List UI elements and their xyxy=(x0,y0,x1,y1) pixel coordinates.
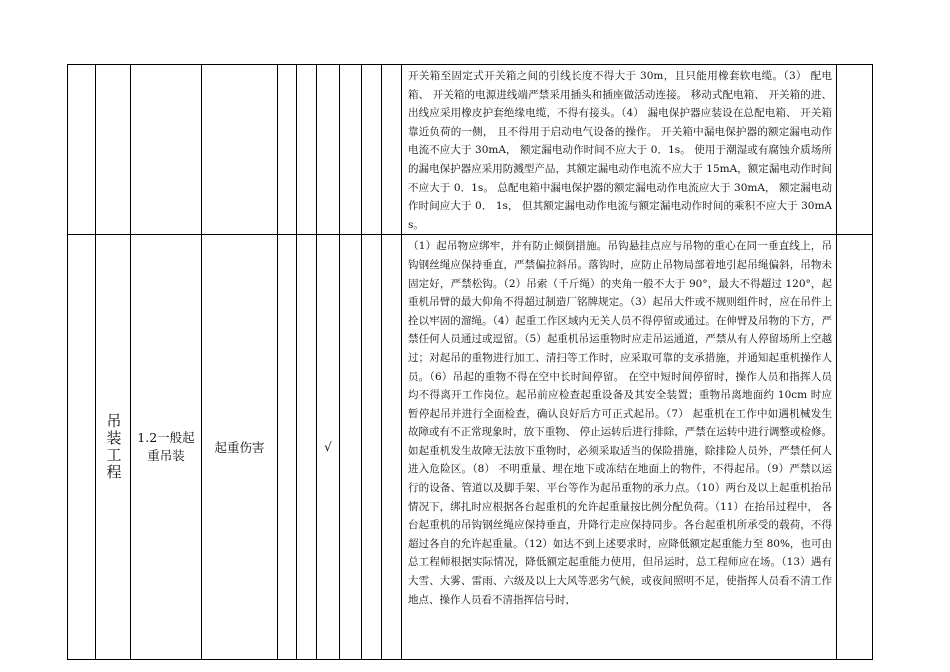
measures-text: 开关箱至固定式开关箱之间的引线长度不得大于 30m，且只能用橡套软电缆。（3） 配电箱、 开关箱的电源进线端严禁采用插头和插座做活动连接。 移动式配电箱、 开关箱的进、 出线应采用橡皮护套绝缘电缆，不得有接头。（4） 漏电保护器应装设在总配电箱、 开关箱靠近负荷的一侧， 且不得用于启动电气设备的操作。 开关箱中漏电保护器的额定漏电动作电流不应大于 30mA， 额定漏电动作时间不应大于 0．1s。 使用于潮湿或有腐蚀介质场所的漏电保护器应采用防溅型产品，其额定漏电动作电流不应大于 15mA，额定漏电动作时间不应大于 0．1s。 总配电箱中漏电保护器的额定漏电动作电流应大于 30mA， 额定漏电动作时间应大于 0． 1s， 但其额定漏电动作电流与额定漏电动作时间的乘积不应大于 30mA s。 xyxy=(408,70,832,231)
check-cell: √ xyxy=(317,235,340,660)
check-cell xyxy=(317,65,340,235)
remarks-cell xyxy=(837,235,873,660)
grade-cell xyxy=(278,235,297,660)
grade-cell xyxy=(340,65,362,235)
category-label: 吊装工程 xyxy=(104,413,123,482)
grade-cell xyxy=(278,65,297,235)
hazard-cell: 起重伤害 xyxy=(202,235,278,660)
remarks-cell xyxy=(837,65,873,235)
row-index-cell xyxy=(68,65,96,235)
grade-cell xyxy=(362,235,382,660)
item-label: 1.2一般起重吊装 xyxy=(137,430,195,464)
item-cell xyxy=(131,65,202,235)
grade-cell xyxy=(297,65,317,235)
measures-cell xyxy=(402,65,837,235)
safety-measures-table xyxy=(67,64,873,660)
grade-cell xyxy=(362,65,382,235)
measures-cell xyxy=(402,235,837,660)
grade-cell xyxy=(297,235,317,660)
grade-cell xyxy=(382,235,402,660)
item-cell xyxy=(131,235,202,660)
grade-cell xyxy=(382,65,402,235)
measures-text: （1）起吊物应绑牢，并有防止倾倒措施。吊钩悬挂点应与吊物的重心在同一垂直线上，吊钩钢丝绳应保持垂直，严禁偏拉斜吊。落钩时，应防止吊物局部着地引起吊绳偏斜，吊物未固定好，严禁松钩。（2）吊索（千斤绳）的夹角一般不大于 90°，最大不得超过 120°，起重机吊臂的最大仰角不得超过制造厂铭牌规定。（3）起吊大件或不规则组件时，应在吊件上拴以牢固的溜绳。（4）起重工作区域内无关人员不得停留或通过。在伸臂及吊物的下方，严禁任何人员通过或逗留。（5）起重机吊运重物时应走吊运通道，严禁从有人停留场所上空越过；对起吊的重物进行加工、清扫等工作时，应采取可靠的支承措施，并通知起重机操作人员。（6）吊起的重物不得在空中长时间停留。 在空中短时间停留时，操作人员和指挥人员均不得离开工作岗位。起吊前应检查起重设备及其安全装置；重物吊离地面约 10cm 时应暂停起吊并进行全面检查，确认良好后方可正式起吊。（7） 起重机在工作中如遇机械发生故障或有不正常现象时，放下重物、 停止运转后进行排除，严禁在运转中进行调整或检修。如起重机发生故障无法放下重物时，必须采取适当的保险措施，除排险人员外，严禁任何人进入危险区。（8） 不明重量、埋在地下或冻结在地面上的物件，不得起吊。（9）严禁以运行的设备、管道以及脚手架、平台等作为起吊重物的承力点。（10）两台及以上起重机抬吊情况下，绑扎时应根据各台起重机的允许起重量按比例分配负荷。（11）在抬吊过程中， 各台起重机的吊钩钢丝绳应保持垂直，升降行走应保持同步。各台起重机所承受的载荷，不得超过各自的允许起重量。（12）如达不到上述要求时，应降低额定起重能力至 80%，也可由总工程师根据实际情况，降低额定起重能力使用，但吊运时，总工程师应在场。（13）遇有大雪、大雾、雷雨、六级及以上大风等恶劣气候，或夜间照明不足，使指挥人员看不清工作地点、操作人员看不清指挥信号时， xyxy=(408,240,832,606)
row-index-cell xyxy=(68,235,96,660)
category-cell xyxy=(96,65,131,235)
table-row xyxy=(68,65,873,235)
category-cell xyxy=(96,235,131,660)
hazard-cell xyxy=(202,65,278,235)
table-row xyxy=(68,235,873,660)
grade-cell xyxy=(340,235,362,660)
